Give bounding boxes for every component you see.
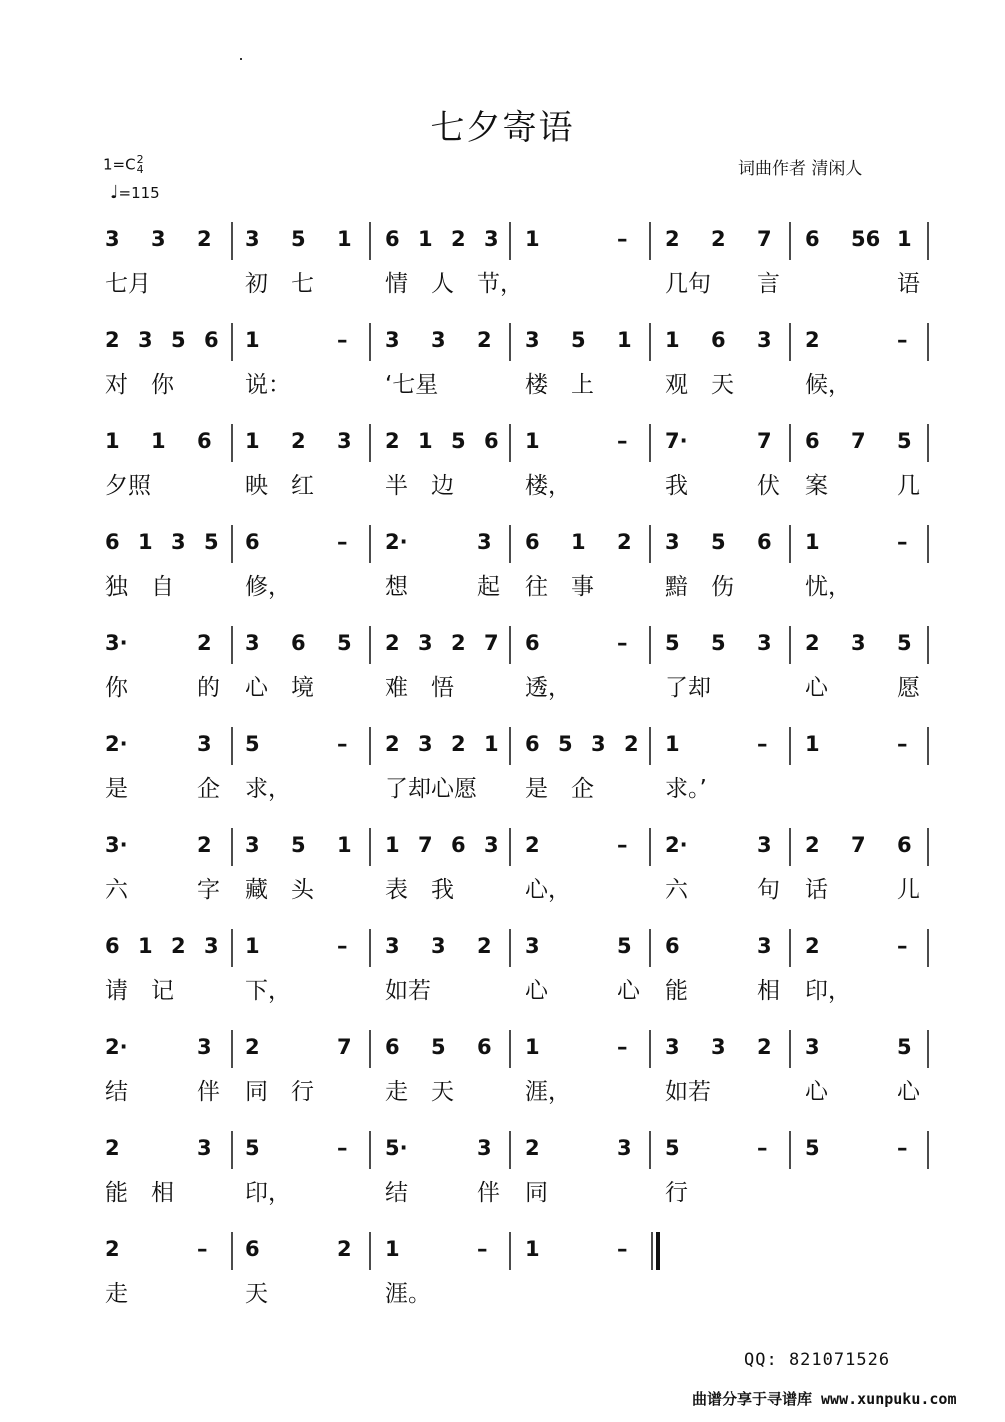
lyric-syllable: 楼	[525, 372, 548, 398]
lyric-syllable: 愿	[897, 675, 920, 701]
lyric-syllable: 红	[291, 473, 314, 499]
jianpu-note: 6	[711, 328, 726, 352]
jianpu-note: 6	[805, 227, 820, 251]
jianpu-note: 6	[197, 429, 212, 453]
lyric-syllable: 起	[477, 574, 500, 600]
jianpu-note: 6	[757, 530, 772, 554]
jianpu-note: 3	[245, 227, 260, 251]
lyric-syllable: 下，	[245, 978, 291, 1004]
jianpu-note: 5	[711, 631, 726, 655]
lyric-syllable: 结	[105, 1079, 128, 1105]
jianpu-note: 5	[571, 328, 586, 352]
jianpu-note: 1	[245, 934, 260, 958]
lyric-syllable: 伤	[711, 574, 734, 600]
jianpu-note: –	[617, 429, 628, 453]
lyric-syllable: 自	[151, 574, 174, 600]
jianpu-note: 6	[385, 227, 400, 251]
jianpu-note: 3	[477, 530, 492, 554]
jianpu-note: 1	[105, 429, 120, 453]
lyric-syllable: 观	[665, 372, 688, 398]
jianpu-note: 3	[385, 934, 400, 958]
jianpu-note: 7	[851, 833, 866, 857]
jianpu-note: 1	[337, 227, 352, 251]
jianpu-note: 3	[665, 1035, 680, 1059]
jianpu-note: 2	[477, 934, 492, 958]
lyric-syllable: 黯	[665, 574, 688, 600]
lyric-syllable: 如若	[385, 978, 431, 1004]
quarter-note-icon: ♩	[110, 182, 119, 203]
lyric-syllable: ‘七星	[385, 372, 439, 398]
jianpu-note: 1	[484, 732, 499, 756]
lyric-syllable: 天	[431, 1079, 454, 1105]
jianpu-note: 5	[451, 429, 466, 453]
jianpu-note: –	[197, 1237, 208, 1261]
lyric-syllable: 对	[105, 372, 128, 398]
jianpu-note: 5	[665, 1136, 680, 1160]
jianpu-note: 6	[805, 429, 820, 453]
jianpu-note: 3	[431, 934, 446, 958]
jianpu-note: 3	[591, 732, 606, 756]
lyric-syllable: 心	[617, 978, 640, 1004]
lyric-syllable: 初	[245, 271, 268, 297]
lyric-syllable: 是	[105, 776, 128, 802]
jianpu-note: 1	[337, 833, 352, 857]
jianpu-note: 3·	[105, 833, 128, 857]
lyric-syllable: 字	[197, 877, 220, 903]
lyric-syllable: 能	[105, 1180, 128, 1206]
jianpu-note: –	[897, 934, 908, 958]
lyric-syllable: 如若	[665, 1079, 711, 1105]
jianpu-note: 3	[757, 328, 772, 352]
jianpu-note: –	[757, 1136, 768, 1160]
jianpu-note: 2·	[105, 732, 128, 756]
jianpu-note: 2·	[385, 530, 408, 554]
key-label: 1=C	[103, 155, 136, 174]
jianpu-note: 1	[525, 1237, 540, 1261]
jianpu-note: –	[337, 934, 348, 958]
jianpu-note: 1	[665, 328, 680, 352]
jianpu-note: 2	[805, 833, 820, 857]
lyric-syllable: 候，	[805, 372, 851, 398]
jianpu-note: 5	[171, 328, 186, 352]
lyric-syllable: 涯。	[385, 1281, 431, 1307]
jianpu-note: 2	[105, 328, 120, 352]
jianpu-note: 1	[665, 732, 680, 756]
jianpu-note: 2	[451, 631, 466, 655]
jianpu-note: 2	[385, 732, 400, 756]
jianpu-note: 5	[291, 227, 306, 251]
lyric-syllable: 几句	[665, 271, 711, 297]
lyric-syllable: 你	[151, 372, 174, 398]
lyric-syllable: 独	[105, 574, 128, 600]
lyric-syllable: 透，	[525, 675, 571, 701]
jianpu-note: 5	[665, 631, 680, 655]
jianpu-note: 6	[385, 1035, 400, 1059]
lyric-syllable: 七	[291, 271, 314, 297]
lyric-syllable: 半	[385, 473, 408, 499]
lyric-syllable: 人	[431, 271, 454, 297]
jianpu-note: –	[617, 1035, 628, 1059]
jianpu-note: 3	[171, 530, 186, 554]
jianpu-note: 7	[757, 429, 772, 453]
jianpu-note: –	[337, 328, 348, 352]
lyric-syllable: 你	[105, 675, 128, 701]
lyric-syllable: 心	[525, 978, 548, 1004]
lyric-syllable: 情	[385, 271, 408, 297]
qq-contact: QQ: 821071526	[744, 1350, 891, 1370]
jianpu-note: 3	[337, 429, 352, 453]
jianpu-note: –	[617, 631, 628, 655]
lyric-syllable: 儿	[897, 877, 920, 903]
jianpu-note: 5	[337, 631, 352, 655]
jianpu-note: 2	[105, 1237, 120, 1261]
jianpu-note: 5	[617, 934, 632, 958]
jianpu-note: 5	[897, 429, 912, 453]
lyric-syllable: 心	[245, 675, 268, 701]
lyric-syllable: 语	[897, 271, 920, 297]
jianpu-note: 2	[617, 530, 632, 554]
time-bottom: 4	[136, 163, 144, 176]
jianpu-note: 1	[151, 429, 166, 453]
jianpu-note: 6	[897, 833, 912, 857]
lyric-syllable: 印，	[805, 978, 851, 1004]
jianpu-note: 2	[525, 1136, 540, 1160]
lyric-syllable: 心	[805, 1079, 828, 1105]
lyric-syllable: 句	[757, 877, 780, 903]
lyric-syllable: 企	[571, 776, 594, 802]
lyric-syllable: 楼，	[525, 473, 571, 499]
lyric-syllable: 行	[665, 1180, 688, 1206]
lyric-syllable: 同	[525, 1180, 548, 1206]
jianpu-note: 3	[204, 934, 219, 958]
jianpu-note: 2	[385, 631, 400, 655]
jianpu-note: 3	[418, 732, 433, 756]
jianpu-note: 3	[197, 1136, 212, 1160]
jianpu-note: 2	[197, 833, 212, 857]
jianpu-note: 2	[451, 732, 466, 756]
jianpu-note: 2	[385, 429, 400, 453]
lyric-syllable: 夕照	[105, 473, 151, 499]
lyric-syllable: 案	[805, 473, 828, 499]
lyric-syllable: 七月	[105, 271, 151, 297]
jianpu-note: 3	[245, 631, 260, 655]
lyric-syllable: 同	[245, 1079, 268, 1105]
jianpu-note: –	[337, 530, 348, 554]
lyric-syllable: 求。’	[665, 776, 707, 802]
jianpu-note: 1	[805, 732, 820, 756]
jianpu-note: –	[757, 732, 768, 756]
jianpu-note: 5	[897, 1035, 912, 1059]
jianpu-note: 1	[138, 934, 153, 958]
lyric-syllable: 伏	[757, 473, 780, 499]
lyric-syllable: 走	[385, 1079, 408, 1105]
lyric-syllable: 想	[385, 574, 408, 600]
lyric-syllable: 走	[105, 1281, 128, 1307]
jianpu-note: 6	[105, 934, 120, 958]
jianpu-note: 7	[418, 833, 433, 857]
lyric-syllable: 六	[665, 877, 688, 903]
jianpu-note: –	[897, 1136, 908, 1160]
jianpu-note: 6	[477, 1035, 492, 1059]
jianpu-note: 1	[805, 530, 820, 554]
lyric-syllable: 相	[151, 1180, 174, 1206]
jianpu-note: 3	[757, 631, 772, 655]
jianpu-note: 1	[617, 328, 632, 352]
jianpu-note: 3	[138, 328, 153, 352]
jianpu-note: 6	[245, 530, 260, 554]
lyric-syllable: 头	[291, 877, 314, 903]
lyric-syllable: 心，	[525, 877, 571, 903]
lyric-syllable: 行	[291, 1079, 314, 1105]
jianpu-note: 2	[197, 631, 212, 655]
jianpu-note: 3	[665, 530, 680, 554]
jianpu-note: 56	[851, 227, 881, 251]
lyric-syllable: 心	[805, 675, 828, 701]
lyric-syllable: 几	[897, 473, 920, 499]
jianpu-note: –	[617, 1237, 628, 1261]
lyric-syllable: 记	[151, 978, 174, 1004]
jianpu-note: 3	[431, 328, 446, 352]
jianpu-note: 3	[151, 227, 166, 251]
jianpu-note: 2	[337, 1237, 352, 1261]
jianpu-note: –	[337, 1136, 348, 1160]
lyric-syllable: 藏	[245, 877, 268, 903]
jianpu-note: 5	[558, 732, 573, 756]
jianpu-note: 2	[805, 328, 820, 352]
jianpu-note: 5	[291, 833, 306, 857]
jianpu-note: 2	[525, 833, 540, 857]
jianpu-note: 3	[484, 833, 499, 857]
jianpu-note: 5	[897, 631, 912, 655]
jianpu-note: 2	[477, 328, 492, 352]
jianpu-note: 3	[245, 833, 260, 857]
jianpu-note: 3	[484, 227, 499, 251]
lyric-syllable: 难	[385, 675, 408, 701]
lyric-syllable: 忧，	[805, 574, 851, 600]
jianpu-note: 2	[805, 934, 820, 958]
jianpu-note: 3	[711, 1035, 726, 1059]
jianpu-note: 2	[291, 429, 306, 453]
jianpu-note: –	[897, 328, 908, 352]
jianpu-note: 7	[337, 1035, 352, 1059]
lyric-syllable: 节，	[477, 271, 523, 297]
jianpu-note: 5	[711, 530, 726, 554]
lyric-syllable: 六	[105, 877, 128, 903]
jianpu-note: 6	[204, 328, 219, 352]
lyric-syllable: 映	[245, 473, 268, 499]
jianpu-note: –	[617, 227, 628, 251]
jianpu-note: 7	[851, 429, 866, 453]
jianpu-note: 1	[525, 227, 540, 251]
jianpu-note: 2	[171, 934, 186, 958]
jianpu-note: 1	[418, 429, 433, 453]
jianpu-note: 1	[245, 328, 260, 352]
jianpu-note: 7·	[665, 429, 688, 453]
lyric-syllable: 的	[197, 675, 220, 701]
lyric-syllable: 悟	[431, 675, 454, 701]
jianpu-note: 5	[805, 1136, 820, 1160]
jianpu-note: 2·	[665, 833, 688, 857]
jianpu-note: 6	[525, 530, 540, 554]
lyric-syllable: 是	[525, 776, 548, 802]
jianpu-note: 2·	[105, 1035, 128, 1059]
jianpu-note: 1	[385, 1237, 400, 1261]
lyric-syllable: 境	[291, 675, 314, 701]
jianpu-note: 2	[245, 1035, 260, 1059]
lyric-syllable: 言	[757, 271, 780, 297]
jianpu-note: 6	[291, 631, 306, 655]
lyric-syllable: 我	[665, 473, 688, 499]
jianpu-note: 7	[757, 227, 772, 251]
jianpu-note: 3	[105, 227, 120, 251]
jianpu-note: –	[897, 530, 908, 554]
jianpu-note: 6	[245, 1237, 260, 1261]
composer-credit: 词曲作者 清闲人	[738, 159, 863, 179]
jianpu-note: 2	[624, 732, 639, 756]
lyric-syllable: 往	[525, 574, 548, 600]
jianpu-note: 3	[525, 328, 540, 352]
jianpu-note: 3·	[105, 631, 128, 655]
jianpu-note: 3	[418, 631, 433, 655]
jianpu-note: 3	[757, 833, 772, 857]
jianpu-note: 6	[525, 631, 540, 655]
lyric-syllable: 我	[431, 877, 454, 903]
time-top: 2	[136, 153, 144, 166]
lyric-syllable: 了却	[665, 675, 711, 701]
jianpu-note: 5	[431, 1035, 446, 1059]
jianpu-note: 2	[451, 227, 466, 251]
jianpu-note: 3	[197, 732, 212, 756]
lyric-syllable: 话	[805, 877, 828, 903]
lyric-syllable: 心	[897, 1079, 920, 1105]
jianpu-note: 1	[571, 530, 586, 554]
jianpu-note: 3	[197, 1035, 212, 1059]
lyric-syllable: 伴	[197, 1079, 220, 1105]
jianpu-note: 1	[245, 429, 260, 453]
source-footer: 曲谱分享于寻谱库 www.xunpuku.com	[692, 1390, 957, 1408]
lyric-syllable: 结	[385, 1180, 408, 1206]
lyric-syllable: 上	[571, 372, 594, 398]
tempo-value: =115	[118, 184, 160, 202]
jianpu-note: 2	[805, 631, 820, 655]
lyric-syllable: 天	[245, 1281, 268, 1307]
lyric-syllable: 相	[757, 978, 780, 1004]
jianpu-note: –	[477, 1237, 488, 1261]
lyric-syllable: 伴	[477, 1180, 500, 1206]
jianpu-note: 2	[197, 227, 212, 251]
jianpu-note: 6	[665, 934, 680, 958]
lyric-syllable: 请	[105, 978, 128, 1004]
jianpu-note: 5	[245, 1136, 260, 1160]
lyric-syllable: 表	[385, 877, 408, 903]
jianpu-note: 3	[525, 934, 540, 958]
jianpu-note: 5	[245, 732, 260, 756]
jianpu-note: 7	[484, 631, 499, 655]
jianpu-note: 3	[477, 1136, 492, 1160]
lyric-syllable: 了却心愿	[385, 776, 477, 802]
jianpu-note: 2	[665, 227, 680, 251]
jianpu-note: 6	[484, 429, 499, 453]
jianpu-note: 1	[525, 1035, 540, 1059]
lyric-syllable: 事	[571, 574, 594, 600]
jianpu-note: 1	[897, 227, 912, 251]
jianpu-note: 2	[711, 227, 726, 251]
jianpu-note: 1	[525, 429, 540, 453]
song-title: 七夕寄语	[430, 108, 575, 148]
lyric-syllable: 天	[711, 372, 734, 398]
lyric-syllable: 企	[197, 776, 220, 802]
jianpu-note: 3	[385, 328, 400, 352]
lyric-syllable: 求，	[245, 776, 291, 802]
jianpu-note: 3	[851, 631, 866, 655]
jianpu-note: 3	[805, 1035, 820, 1059]
jianpu-note: –	[337, 732, 348, 756]
jianpu-note: 6	[105, 530, 120, 554]
jianpu-note: 2	[757, 1035, 772, 1059]
jianpu-note: 5	[204, 530, 219, 554]
lyric-syllable: 边	[431, 473, 454, 499]
jianpu-note: 6	[451, 833, 466, 857]
lyric-syllable: 能	[665, 978, 688, 1004]
jianpu-note: 3	[757, 934, 772, 958]
lyric-syllable: 涯，	[525, 1079, 571, 1105]
lyric-syllable: 修，	[245, 574, 291, 600]
jianpu-note: 1	[418, 227, 433, 251]
jianpu-note: –	[617, 833, 628, 857]
jianpu-note: 2	[105, 1136, 120, 1160]
lyric-syllable: 印，	[245, 1180, 291, 1206]
jianpu-note: 6	[525, 732, 540, 756]
jianpu-note: 3	[617, 1136, 632, 1160]
jianpu-note: 1	[138, 530, 153, 554]
lyric-syllable: 说：	[245, 372, 291, 398]
jianpu-note: 1	[385, 833, 400, 857]
jianpu-note: –	[897, 732, 908, 756]
jianpu-note: 5·	[385, 1136, 408, 1160]
